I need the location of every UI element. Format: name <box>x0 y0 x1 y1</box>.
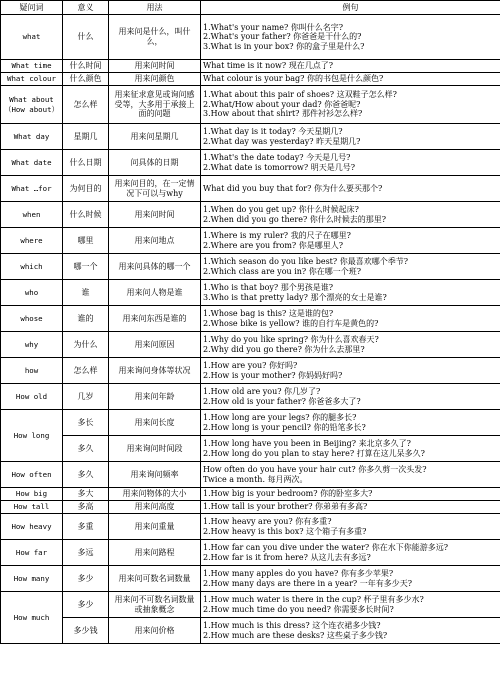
example-sentence: 1.Why do you like spring? 你为什么喜欢春天? <box>203 334 379 344</box>
example-sentence: 2.How much are these desks? 这些桌子多少钱? <box>203 630 388 640</box>
example-cell <box>201 592 500 618</box>
example-sentence: 1.What day is it today? 今天星期几? <box>203 126 343 136</box>
question-word: How often <box>1 462 63 488</box>
meaning: 为什么 <box>63 332 109 358</box>
table-row <box>1 60 500 73</box>
question-word: How far <box>1 540 63 566</box>
example-cell <box>201 514 500 540</box>
example-sentence: What time is it now? 现在几点了? <box>203 61 333 71</box>
example-sentence: 2.Which class are you in? 你在哪一个班? <box>203 266 362 276</box>
usage: 用来问长度 <box>109 410 201 436</box>
table-row <box>1 592 500 618</box>
meaning: 多重 <box>63 514 109 540</box>
example-cell <box>201 384 500 410</box>
table-row <box>1 410 500 436</box>
example-sentence: 2.What/How about your dad? 你爸爸呢? <box>203 99 361 109</box>
usage: 用来询问身体等状况 <box>109 358 201 384</box>
example-sentence: 1.Where is my ruler? 我的尺子在哪里? <box>203 230 351 240</box>
example-sentence: 2.What day was yesterday? 昨天星期几? <box>203 136 361 146</box>
example-sentence: 2.How heavy is this box? 这个箱子有多重? <box>203 526 367 536</box>
usage: 用来问地点 <box>109 228 201 254</box>
example-cell <box>201 462 500 488</box>
meaning: 多长 <box>63 410 109 436</box>
example-sentence: 3.Who is that pretty lady? 那个漂亮的女士是谁? <box>203 292 387 302</box>
example-cell <box>201 436 500 462</box>
example-sentence: 2.How much time do you need? 你需要多长时间? <box>203 604 394 614</box>
usage: 用来征求意见或询问感受等，大多用于承接上面的问题 <box>109 86 201 124</box>
meaning: 为何目的 <box>63 176 109 202</box>
meaning: 怎么样 <box>63 358 109 384</box>
question-word: How tall <box>1 501 63 514</box>
usage: 用来问可数名词数量 <box>109 566 201 592</box>
question-word: why <box>1 332 63 358</box>
example-cell <box>201 618 500 644</box>
table-row <box>1 618 500 644</box>
question-word: What day <box>1 124 63 150</box>
example-cell <box>201 358 500 384</box>
usage: 用来问时间 <box>109 60 201 73</box>
meaning: 星期几 <box>63 124 109 150</box>
table-row <box>1 462 500 488</box>
table-row <box>1 73 500 86</box>
example-sentence: What colour is your bag? 你的书包是什么颜色? <box>203 74 384 84</box>
example-sentence: 1.How old are you? 你几岁了? <box>203 386 321 396</box>
meaning: 多少 <box>63 592 109 618</box>
example-sentence: 1.How are you? 你好吗? <box>203 360 298 370</box>
question-word: whose <box>1 306 63 332</box>
question-word: What date <box>1 150 63 176</box>
table-row <box>1 280 500 306</box>
table-row <box>1 488 500 501</box>
example-sentence: 2.How long is your pencil? 你的铅笔多长? <box>203 422 366 432</box>
example-cell <box>201 60 500 73</box>
usage: 用来询问频率 <box>109 462 201 488</box>
meaning: 哪一个 <box>63 254 109 280</box>
usage: 用来询问时间段 <box>109 436 201 462</box>
example-sentence: 1.Which season do you like best? 你最喜欢哪个季节? <box>203 256 409 266</box>
example-sentence: 2.How far is it from here? 从这儿去有多远? <box>203 552 371 562</box>
question-word: how <box>1 358 63 384</box>
meaning: 什么日期 <box>63 150 109 176</box>
example-sentence: 1.How big is your bedroom? 你的卧室多大? <box>203 489 373 499</box>
meaning: 多少 <box>63 566 109 592</box>
usage: 用来问不可数名词数量或抽象概念 <box>109 592 201 618</box>
meaning: 多久 <box>63 436 109 462</box>
example-sentence: Twice a month. 每月两次。 <box>203 474 308 484</box>
example-sentence: 1.What about this pair of shoes? 这双鞋子怎么样? <box>203 90 397 100</box>
example-cell <box>201 488 500 501</box>
example-cell <box>201 124 500 150</box>
example-cell <box>201 332 500 358</box>
usage: 问具体的日期 <box>109 150 201 176</box>
meaning: 几岁 <box>63 384 109 410</box>
usage: 用来问时间 <box>109 202 201 228</box>
example-cell <box>201 566 500 592</box>
meaning: 谁的 <box>63 306 109 332</box>
question-word: What …for <box>1 176 63 202</box>
example-sentence: 2.How many days are there in a year? 一年有多少天? <box>203 578 413 588</box>
usage: 用来问人物是谁 <box>109 280 201 306</box>
example-sentence: 2.Why did you go there? 你为什么去那里? <box>203 344 365 354</box>
example-cell <box>201 540 500 566</box>
table-row <box>1 176 500 202</box>
meaning: 谁 <box>63 280 109 306</box>
meaning: 什么时候 <box>63 202 109 228</box>
question-word: What time <box>1 60 63 73</box>
table-row <box>1 254 500 280</box>
example-sentence: 3.How about that shirt? 那件衬衫怎么样? <box>203 109 363 119</box>
usage: 用来问东西是谁的 <box>109 306 201 332</box>
example-sentence: 1.How heavy are you? 你有多重? <box>203 516 332 526</box>
table-row <box>1 436 500 462</box>
usage: 用来问物体的大小 <box>109 488 201 501</box>
usage: 用来问重量 <box>109 514 201 540</box>
meaning: 什么时间 <box>63 60 109 73</box>
example-cell <box>201 306 500 332</box>
example-sentence: 1.How tall is your brother? 你弟弟有多高? <box>203 502 368 512</box>
table-row <box>1 306 500 332</box>
header-usage: 用法 <box>109 1 201 15</box>
example-sentence: 1.How many apples do you have? 你有多少苹果? <box>203 568 394 578</box>
meaning: 多远 <box>63 540 109 566</box>
question-word: How heavy <box>1 514 63 540</box>
example-sentence: 1.Whose bag is this? 这是谁的包? <box>203 308 334 318</box>
table-row <box>1 332 500 358</box>
example-sentence: 1.When do you get up? 你什么时候起床? <box>203 204 359 214</box>
table-row <box>1 540 500 566</box>
example-cell <box>201 228 500 254</box>
usage: 用来问高度 <box>109 501 201 514</box>
example-cell <box>201 176 500 202</box>
question-word: when <box>1 202 63 228</box>
header-row <box>1 1 500 15</box>
table-row <box>1 150 500 176</box>
example-sentence: 2.How long do you plan to stay here? 打算在这儿呆多久? <box>203 448 425 458</box>
example-sentence: 1.What's your name? 你叫什么名字? <box>203 22 344 32</box>
table-row <box>1 202 500 228</box>
example-cell <box>201 73 500 86</box>
meaning: 怎么样 <box>63 86 109 124</box>
example-sentence: 1.How long have you been in Beijing? 来北京多久了? <box>203 438 411 448</box>
example-sentence: 1.Who is that boy? 那个男孩是谁? <box>203 282 334 292</box>
meaning: 什么颜色 <box>63 73 109 86</box>
table-row <box>1 124 500 150</box>
example-sentence: 2.What date is tomorrow? 明天是几号? <box>203 162 355 172</box>
example-sentence: 2.How old is your father? 你爸爸多大了? <box>203 396 361 406</box>
example-sentence: 2.What's your father? 你爸爸是干什么的? <box>203 32 362 42</box>
example-sentence: What did you buy that for? 你为什么要买那个? <box>203 183 383 193</box>
table-row <box>1 228 500 254</box>
usage: 用来问原因 <box>109 332 201 358</box>
table-row <box>1 501 500 514</box>
meaning: 多大 <box>63 488 109 501</box>
question-word: How many <box>1 566 63 592</box>
example-cell <box>201 150 500 176</box>
example-sentence: 3.What is in your box? 你的盒子里是什么? <box>203 41 365 51</box>
header-meaning: 意义 <box>63 1 109 15</box>
example-sentence: 1.How long are your legs? 你的腿多长? <box>203 412 357 422</box>
example-sentence: How often do you have your hair cut? 你多久剪一次头发? <box>203 464 427 474</box>
usage: 用来问目的，在一定情况下可以与why <box>109 176 201 202</box>
example-sentence: 2.Where are you from? 你是哪里人? <box>203 240 344 250</box>
meaning: 多少钱 <box>63 618 109 644</box>
question-word: How long <box>1 410 63 462</box>
example-cell <box>201 202 500 228</box>
example-cell <box>201 86 500 124</box>
table-row <box>1 566 500 592</box>
table-body <box>1 15 500 644</box>
table-row <box>1 15 500 60</box>
example-sentence: 2.Whose bike is yellow? 谁的自行车是黄色的? <box>203 318 379 328</box>
example-cell <box>201 15 500 60</box>
usage: 用来问路程 <box>109 540 201 566</box>
question-word: where <box>1 228 63 254</box>
question-word: who <box>1 280 63 306</box>
table-row <box>1 86 500 124</box>
usage: 用来问颜色 <box>109 73 201 86</box>
question-word: How old <box>1 384 63 410</box>
question-word: what <box>1 15 63 60</box>
example-cell <box>201 280 500 306</box>
example-cell <box>201 254 500 280</box>
table-row <box>1 384 500 410</box>
example-sentence: 1.How far can you dive under the water? 你在水下你能游多远? <box>203 542 449 552</box>
meaning: 什么 <box>63 15 109 60</box>
meaning: 哪里 <box>63 228 109 254</box>
example-sentence: 1.How much is this dress? 这个连衣裙多少钱? <box>203 620 381 630</box>
question-word: which <box>1 254 63 280</box>
question-word: How big <box>1 488 63 501</box>
usage: 用来问星期几 <box>109 124 201 150</box>
meaning: 多久 <box>63 462 109 488</box>
usage: 用来问年龄 <box>109 384 201 410</box>
example-cell <box>201 410 500 436</box>
usage: 用来问价格 <box>109 618 201 644</box>
example-sentence: 1.How much water is there in the cup? 杯子里有多少水? <box>203 594 424 604</box>
question-word: What about（How about） <box>1 86 63 124</box>
header-word: 疑问词 <box>1 1 63 15</box>
example-cell <box>201 501 500 514</box>
question-word: What colour <box>1 73 63 86</box>
question-word: How much <box>1 592 63 644</box>
header-example: 例句 <box>201 1 500 15</box>
example-sentence: 1.What's the date today? 今天是几号? <box>203 152 351 162</box>
usage: 用来问是什么，叫什么， <box>109 15 201 60</box>
table-row <box>1 514 500 540</box>
table-row <box>1 358 500 384</box>
meaning: 多高 <box>63 501 109 514</box>
usage: 用来问具体的哪一个 <box>109 254 201 280</box>
example-sentence: 2.When did you go there? 你什么时候去的那里? <box>203 214 387 224</box>
example-sentence: 2.How is your mother? 你妈妈好吗? <box>203 370 343 380</box>
